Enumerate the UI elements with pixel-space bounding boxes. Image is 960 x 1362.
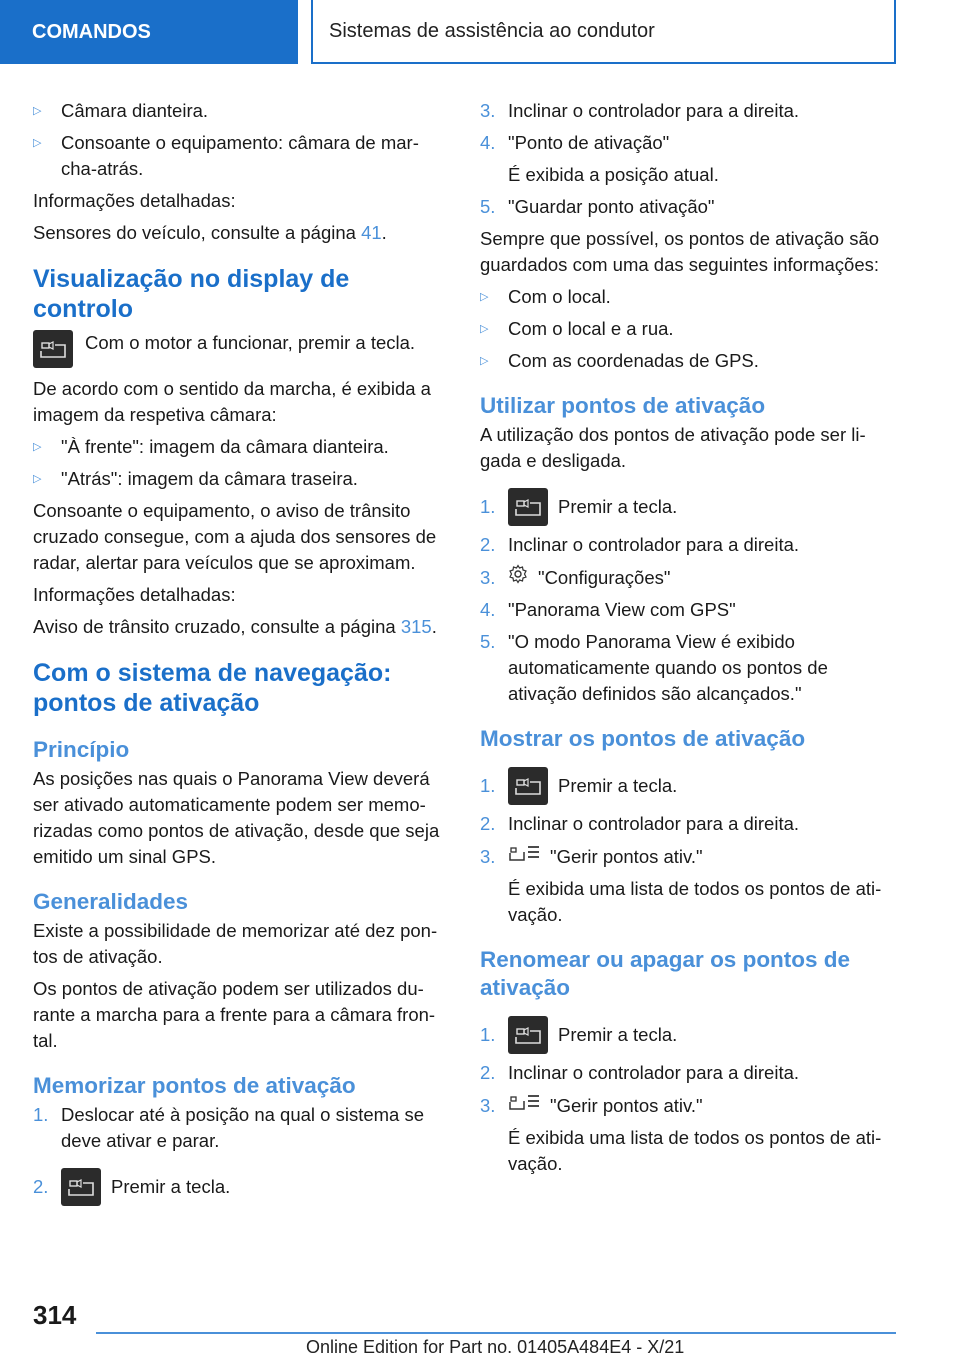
left-column: [33, 98, 449, 1212]
heading-navigation: Com o sistema de navegação: pontos de ativação: [33, 659, 392, 717]
step-item: 3. "Gerir pontos ativ.": [480, 1092, 894, 1119]
step-note: É exibida a posição atual.: [508, 164, 719, 185]
right-column: [480, 98, 894, 1183]
heading-principio: Princípio: [33, 737, 130, 762]
step-item: 2. Premir a tecla.: [33, 1168, 449, 1206]
bullet-item: ▷ Com o local e a rua.: [480, 316, 894, 342]
step-note: É exibida uma lista de todos os pontos de ati-vação.: [508, 1127, 882, 1174]
triangle-bullet-icon: ▷: [33, 441, 42, 453]
step-item: 3. Inclinar o controlador para a direita.: [480, 100, 800, 121]
step-item: 1. Deslocar até à posição na qual o sistema se deve ativar e parar.: [33, 1104, 425, 1151]
paragraph: Sempre que possível, os pontos de ativação são guardados com uma das seguintes informações:: [480, 228, 880, 275]
triangle-bullet-icon: ▷: [480, 355, 489, 367]
section-title: COMANDOS: [32, 20, 151, 43]
camera-key-icon: [508, 767, 548, 805]
paragraph: Informações detalhadas:: [33, 190, 236, 211]
heading-generalidades: Generalidades: [33, 889, 189, 914]
triangle-bullet-icon: ▷: [480, 291, 489, 303]
bullet-item: ▷ Com as coordenadas de GPS.: [480, 348, 894, 374]
chapter-header: [311, 0, 896, 64]
camera-key-icon: [508, 488, 548, 526]
footer-divider: [96, 1332, 896, 1334]
page-link[interactable]: 41: [361, 222, 382, 243]
bullet-item: ▷ Consoante o equipamento: câmara de mar-cha-atrás.: [33, 130, 449, 182]
paragraph: Consoante o equipamento, o aviso de trânsito cruzado consegue, com a ajuda dos sensores de radar, alertar para veículos que se aproximam.: [33, 500, 437, 573]
paragraph: A utilização dos pontos de ativação pode ser li-gada e desligada.: [480, 424, 866, 471]
step-item: 1. Premir a tecla.: [480, 767, 894, 805]
step-item: 2. Inclinar o controlador para a direita.: [480, 1062, 800, 1083]
heading-memorizar: Memorizar pontos de ativação: [33, 1073, 356, 1098]
paragraph: Informações detalhadas:: [33, 584, 236, 605]
triangle-bullet-icon: ▷: [480, 323, 489, 335]
section-tab: [0, 0, 298, 64]
key-instruction: Com o motor a funcionar, premir a tecla.: [33, 330, 449, 368]
paragraph: Sensores do veículo, consulte a página 41.: [33, 222, 387, 243]
step-item: 1. Premir a tecla.: [480, 488, 894, 526]
paragraph: Existe a possibilidade de memorizar até dez pon-tos de ativação.: [33, 920, 438, 967]
bullet-item: ▷ "Atrás": imagem da câmara traseira.: [33, 466, 449, 492]
bullet-item: ▷ "À frente": imagem da câmara dianteira.: [33, 434, 449, 460]
heading-mostrar: Mostrar os pontos de ativação: [480, 726, 806, 751]
paragraph: As posições nas quais o Panorama View deverá ser ativado automaticamente podem ser memo-rizadas como pontos de ativação, desde que seja emitido um sinal GPS.: [33, 768, 440, 867]
chapter-title: Sistemas de assistência ao condutor: [329, 19, 655, 42]
step-item: 2. Inclinar o controlador para a direita.: [480, 813, 800, 834]
step-item: 5. "O modo Panorama View é exibido automaticamente quando os pontos de ativação definidos são alcançados.": [480, 631, 828, 704]
page-number: 314: [33, 1300, 77, 1330]
page-link[interactable]: 315: [400, 616, 432, 637]
manage-points-icon: [508, 843, 540, 870]
step-item: 2. Inclinar o controlador para a direita.: [480, 534, 800, 555]
camera-key-icon: [33, 330, 73, 368]
manage-points-icon: [508, 1092, 540, 1119]
camera-key-icon: [61, 1168, 101, 1206]
step-note: É exibida uma lista de todos os pontos de ati-vação.: [508, 878, 882, 925]
step-item: 4. "Ponto de ativação": [480, 132, 670, 153]
step-item: 1. Premir a tecla.: [480, 1016, 894, 1054]
paragraph: De acordo com o sentido da marcha, é exibida a imagem da respetiva câmara:: [33, 378, 431, 425]
bullet-item: ▷ Com o local.: [480, 284, 894, 310]
step-item: 5. "Guardar ponto ativação": [480, 196, 715, 217]
heading-renomear: Renomear ou apagar os pontos de ativação: [480, 947, 851, 1000]
edition-note: Online Edition for Part no. 01405A484E4 - X/21: [306, 1337, 685, 1357]
bullet-item: ▷ Câmara dianteira.: [33, 98, 449, 124]
triangle-bullet-icon: ▷: [33, 473, 42, 485]
step-item: 3. "Configurações": [480, 564, 894, 591]
paragraph: Aviso de trânsito cruzado, consulte a página 315.: [33, 616, 437, 637]
heading-display: Visualização no display de controlo: [33, 265, 350, 323]
triangle-bullet-icon: ▷: [33, 137, 42, 149]
step-item: 3. "Gerir pontos ativ.": [480, 843, 894, 870]
paragraph: Os pontos de ativação podem ser utilizados du-rante a marcha para a frente para a câmara fron-tal.: [33, 978, 436, 1051]
gear-icon: [508, 564, 528, 591]
camera-key-icon: [508, 1016, 548, 1054]
step-item: 4. "Panorama View com GPS": [480, 599, 736, 620]
triangle-bullet-icon: ▷: [33, 105, 42, 117]
heading-utilizar: Utilizar pontos de ativação: [480, 393, 766, 418]
